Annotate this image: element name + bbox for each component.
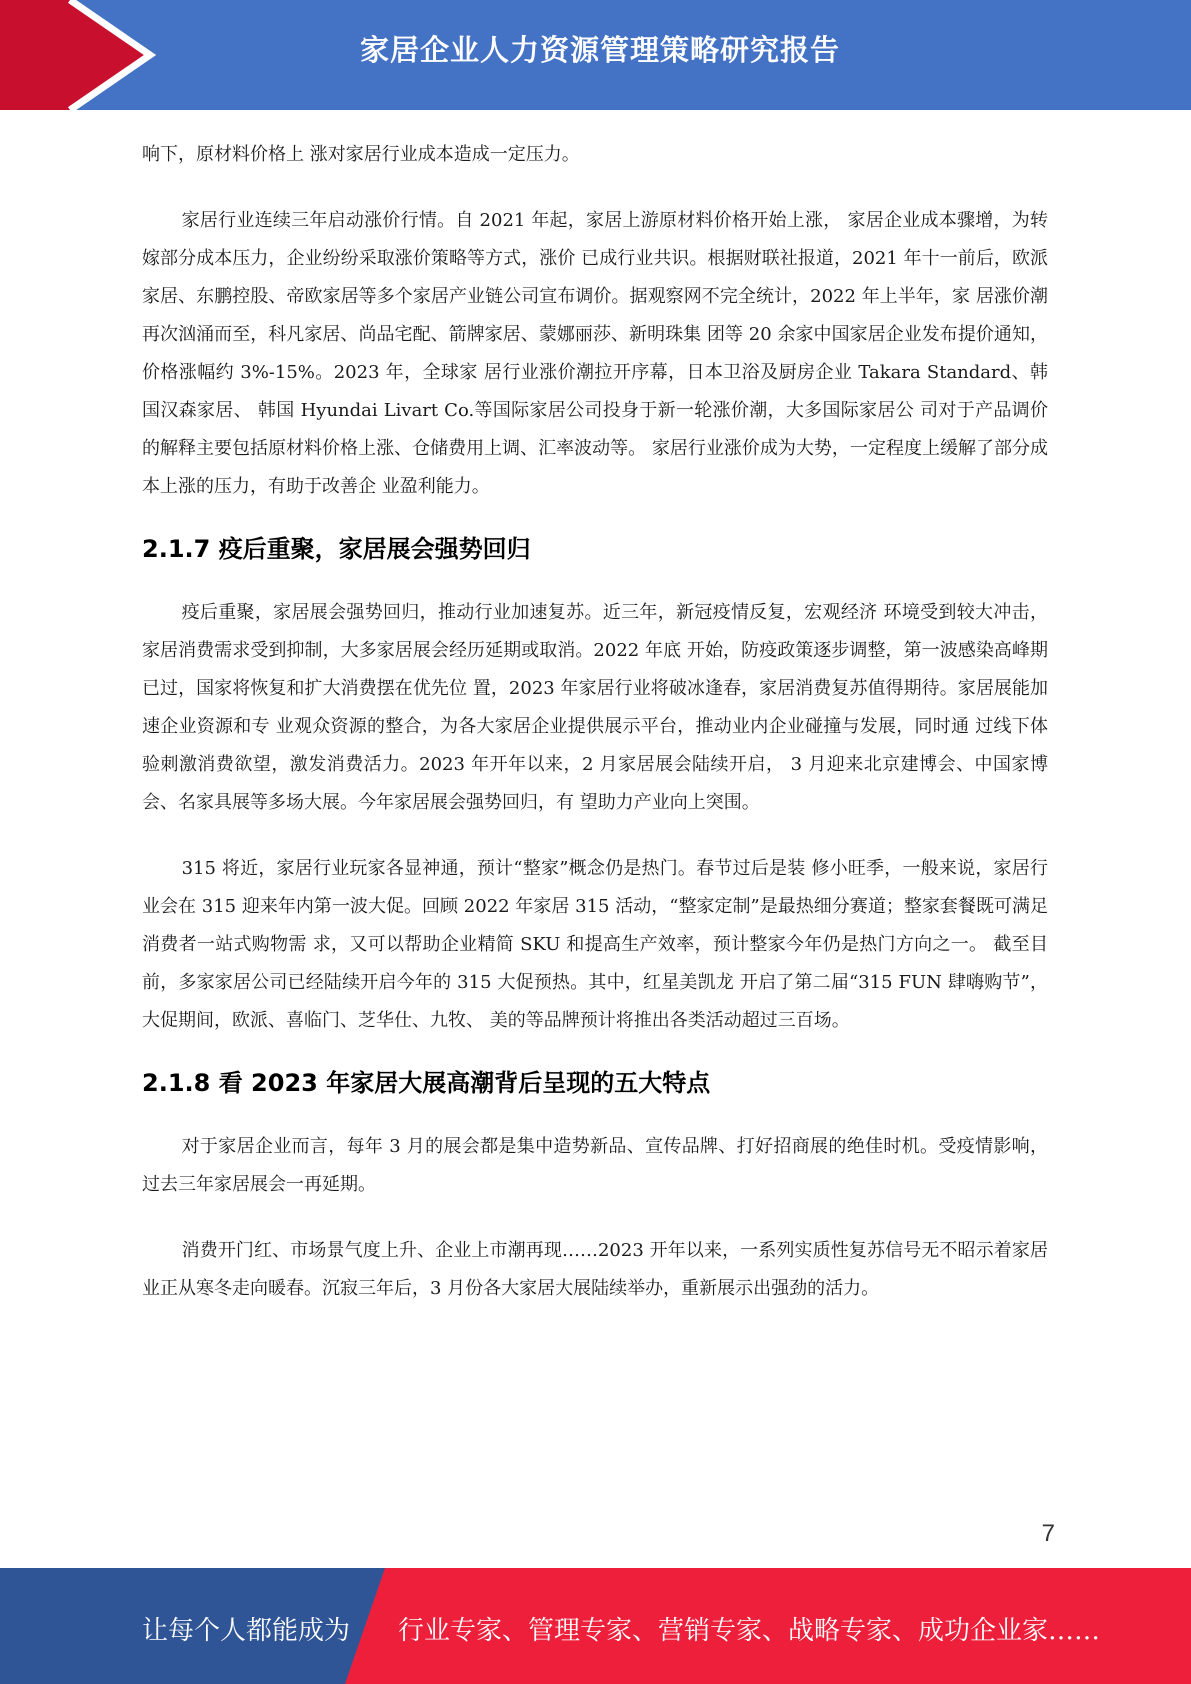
paragraph-3: 疫后重聚，家居展会强势回归，推动行业加速复苏。近三年，新冠疫情反复，宏观经济 环境受到较大冲击，家居消费需求受到抑制，大多家居展会经历延期或取消。2022 年底 开始，防疫政策逐步调整，第一波感染高峰期已过，国家将恢复和扩大消费摆在优先位 置，2023 年家居行业将破冰逢春，家居消费复苏值得期待。家居展能加速企业资源和专 业观众资源的整合，为各大家居企业提供展示平台，推动业内企业碰撞与发展，同时通 过线下体验刺激消费欲望，激发消费活力。2023 年开年以来，2 月家居展会陆续开启， 3 月迎来北京建博会、中国家博会、名家具展等多场大展。今年家居展会强势回归，有 望助力产业向上突围。 bbox=[142, 602, 1048, 813]
header-red-chevron bbox=[0, 0, 150, 110]
page-number: 7 bbox=[1041, 1520, 1055, 1547]
page-footer bbox=[0, 1568, 1191, 1684]
paragraph-5: 对于家居企业而言，每年 3 月的展会都是集中造势新品、宣传品牌、打好招商展的绝佳时机。受疫情影响，过去三年家居展会一再延期。 bbox=[142, 1136, 1048, 1195]
paragraph-1: 响下，原材料价格上 涨对家居行业成本造成一定压力。 bbox=[142, 144, 580, 165]
paragraph-6: 消费开门红、市场景气度上升、企业上市潮再现……2023 开年以来，一系列实质性复苏信号无不昭示着家居业正从寒冬走向暖春。沉寂三年后，3 月份各大家居大展陆续举办，重新展示出强劲的活力。 bbox=[142, 1240, 1048, 1299]
page-header bbox=[0, 0, 1191, 110]
section-heading-2-1-8: 2.1.8 看 2023 年家居大展高潮背后呈现的五大特点 bbox=[142, 1069, 711, 1097]
header-title: 家居企业人力资源管理策略研究报告 bbox=[360, 33, 841, 67]
paragraph-4: 315 将近，家居行业玩家各显神通，预计“整家”概念仍是热门。春节过后是装 修小旺季，一般来说，家居行业会在 315 迎来年内第一波大促。回顾 2022 年家居 315 活动，“整家定制”是最热细分赛道；整家套餐既可满足消费者一站式购物需 求，又可以帮助企业精简 SKU 和提高生产效率，预计整家今年仍是热门方向之一。 截至目前，多家家居公司已经陆续开启今年的 315 大促预热。其中，红星美凯龙 开启了第二届“315 FUN 肆嗨购节”，大促期间，欧派、喜临门、芝华仕、九牧、 美的等品牌预计将推出各类活动超过三百场。 bbox=[142, 858, 1048, 1031]
section-heading-2-1-7: 2.1.7 疫后重聚，家居展会强势回归 bbox=[142, 535, 531, 563]
footer-slogan-left: 让每个人都能成为 bbox=[142, 1616, 351, 1646]
footer-slogan-right: 行业专家、管理专家、营销专家、战略专家、成功企业家…… bbox=[398, 1616, 1101, 1646]
document-body bbox=[142, 136, 1048, 1336]
paragraph-2: 家居行业连续三年启动涨价行情。自 2021 年起，家居上游原材料价格开始上涨， 家居企业成本骤增，为转嫁部分成本压力，企业纷纷采取涨价策略等方式，涨价 已成行业共识。根据财联社报道，2021 年十一前后，欧派家居、东鹏控股、帝欧家居等多个家居产业链公司宣布调价。据观察网不完全统计，2022 年上半年，家 居涨价潮再次汹涌而至，科凡家居、尚品宅配、箭牌家居、蒙娜丽莎、新明珠集 团等 20 余家中国家居企业发布提价通知，价格涨幅约 3%-15%。2023 年，全球家 居行业涨价潮拉开序幕，日本卫浴及厨房企业 Takara Standard、韩国汉森家居、 韩国 Hyundai Livart Co.等国际家居公司投身于新一轮涨价潮，大多国际家居公 司对于产品调价的解释主要包括原材料价格上涨、仓储费用上调、汇率波动等。 家居行业涨价成为大势，一定程度上缓解了部分成本上涨的压力，有助于改善企 业盈利能力。 bbox=[142, 210, 1048, 497]
